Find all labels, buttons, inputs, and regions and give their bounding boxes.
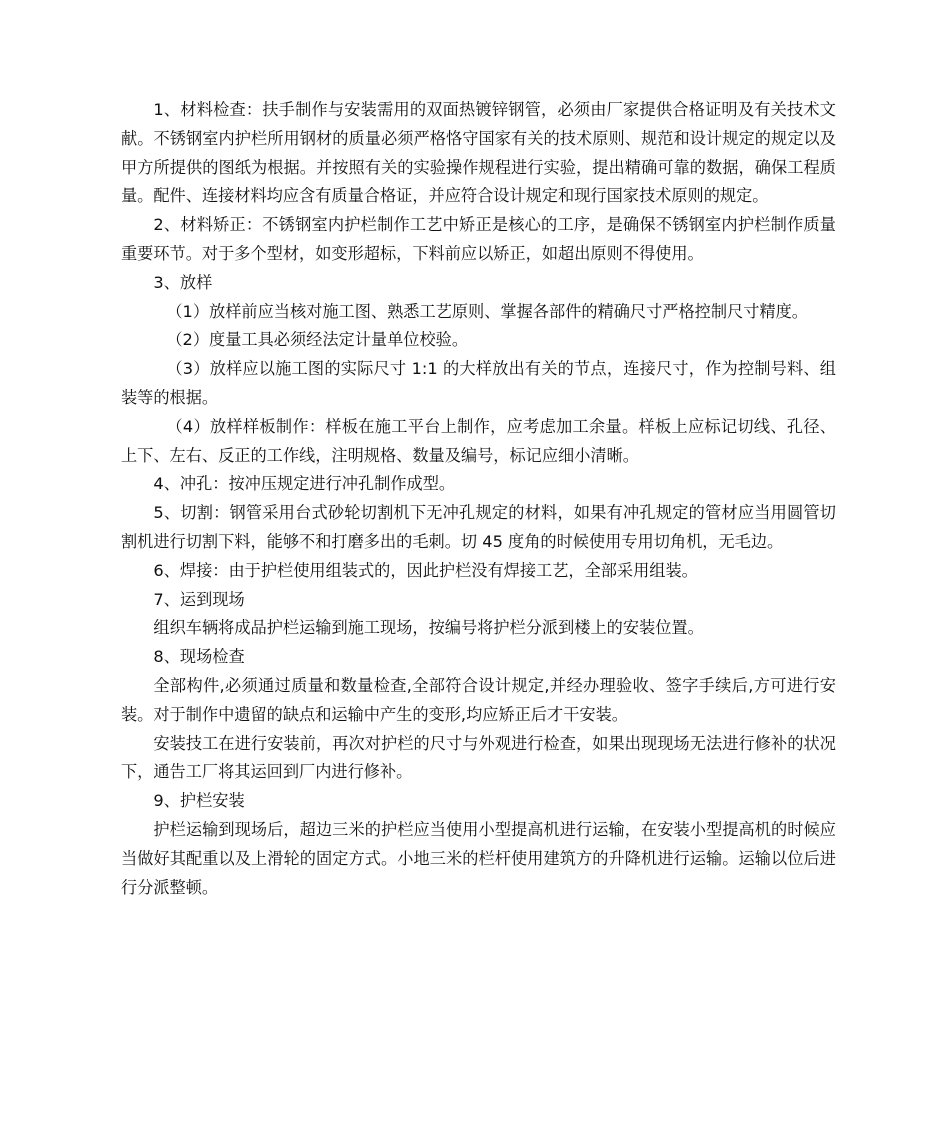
- paragraph-transport: 组织车辆将成品护栏运输到施工现场，按编号将护栏分派到楼上的安装位置。: [153, 618, 704, 638]
- section-heading-site-inspection: 8、现场检查: [153, 647, 245, 667]
- paragraph-installation: 护栏运输到现场后，超边三米的护栏应当使用小型提高机进行运输，在安装小型提高机的时候应当做好其配重以及上滑轮的固定方式。小地三米的栏杆使用建筑方的升降机进行运输。运输以位后进行分派整顿。: [121, 819, 836, 897]
- paragraph-site-inspection: 全部构件,必须通过质量和数量检查,全部符合设计规定,并经办理验收、签字手续后,方可进行安装。对于制作中遗留的缺点和运输中产生的变形,均应矫正后才干安装。: [121, 675, 836, 724]
- document-body: [121, 96, 836, 902]
- paragraph-layout-item-1: （1）放样前应当核对施工图、熟悉工艺原则、掌握各部件的精确尺寸严格控制尺寸精度。: [166, 301, 808, 321]
- paragraph-layout-item-3: （3）放样应以施工图的实际尺寸 1:1 的大样放出有关的节点，连接尺寸，作为控制号料、组装等的根据。: [121, 359, 836, 407]
- paragraph-punching: 4、冲孔：按冲压规定进行冲孔制作成型。: [153, 474, 456, 494]
- paragraph-material-inspection: 1、材料检查：扶手制作与安装需用的双面热镀锌钢管，必须由厂家提供合格证明及有关技术文献。不锈钢室内护栏所用钢材的质量必须严格恪守国家有关的技术原则、规范和设计规定的规定以及甲方所提供的图纸为根据。并按照有关的实验操作规程进行实验，提出精确可靠的数据，确保工程质量。配件、连接材料均应含有质量合格证，并应符合设计规定和现行国家技术原则的规定。: [121, 100, 836, 206]
- paragraph-cutting: 5、切割：钢管采用台式砂轮切割机下无冲孔规定的材料，如果有冲孔规定的管材应当用圆管切割机进行切割下料，能够不和打磨多出的毛刺。切 45 度角的时候使用专用切角机，无毛边。: [121, 503, 836, 551]
- paragraph-pre-install-check: 安装技工在进行安装前，再次对护栏的尺寸与外观进行检查，如果出现现场无法进行修补的状况下，通告工厂将其运回到厂内进行修补。: [121, 733, 836, 782]
- paragraph-welding: 6、焊接：由于护栏使用组装式的，因此护栏没有焊接工艺，全部采用组装。: [153, 560, 698, 580]
- section-heading-installation: 9、护栏安装: [153, 791, 245, 811]
- section-heading-layout: 3、放样: [153, 272, 213, 292]
- section-heading-transport: 7、运到现场: [153, 589, 245, 609]
- paragraph-layout-item-2: （2）度量工具必须经法定计量单位校验。: [166, 330, 469, 350]
- paragraph-material-correction: 2、材料矫正：不锈钢室内护栏制作工艺中矫正是核心的工序，是确保不锈钢室内护栏制作质量重要环节。对于多个型材，如变形超标，下料前应以矫正，如超出原则不得使用。: [121, 215, 836, 263]
- paragraph-layout-item-4: （4）放样样板制作：样板在施工平台上制作，应考虑加工余量。样板上应标记切线、孔径、上下、左右、反正的工作线，注明规格、数量及编号，标记应细小清晰。: [121, 416, 836, 465]
